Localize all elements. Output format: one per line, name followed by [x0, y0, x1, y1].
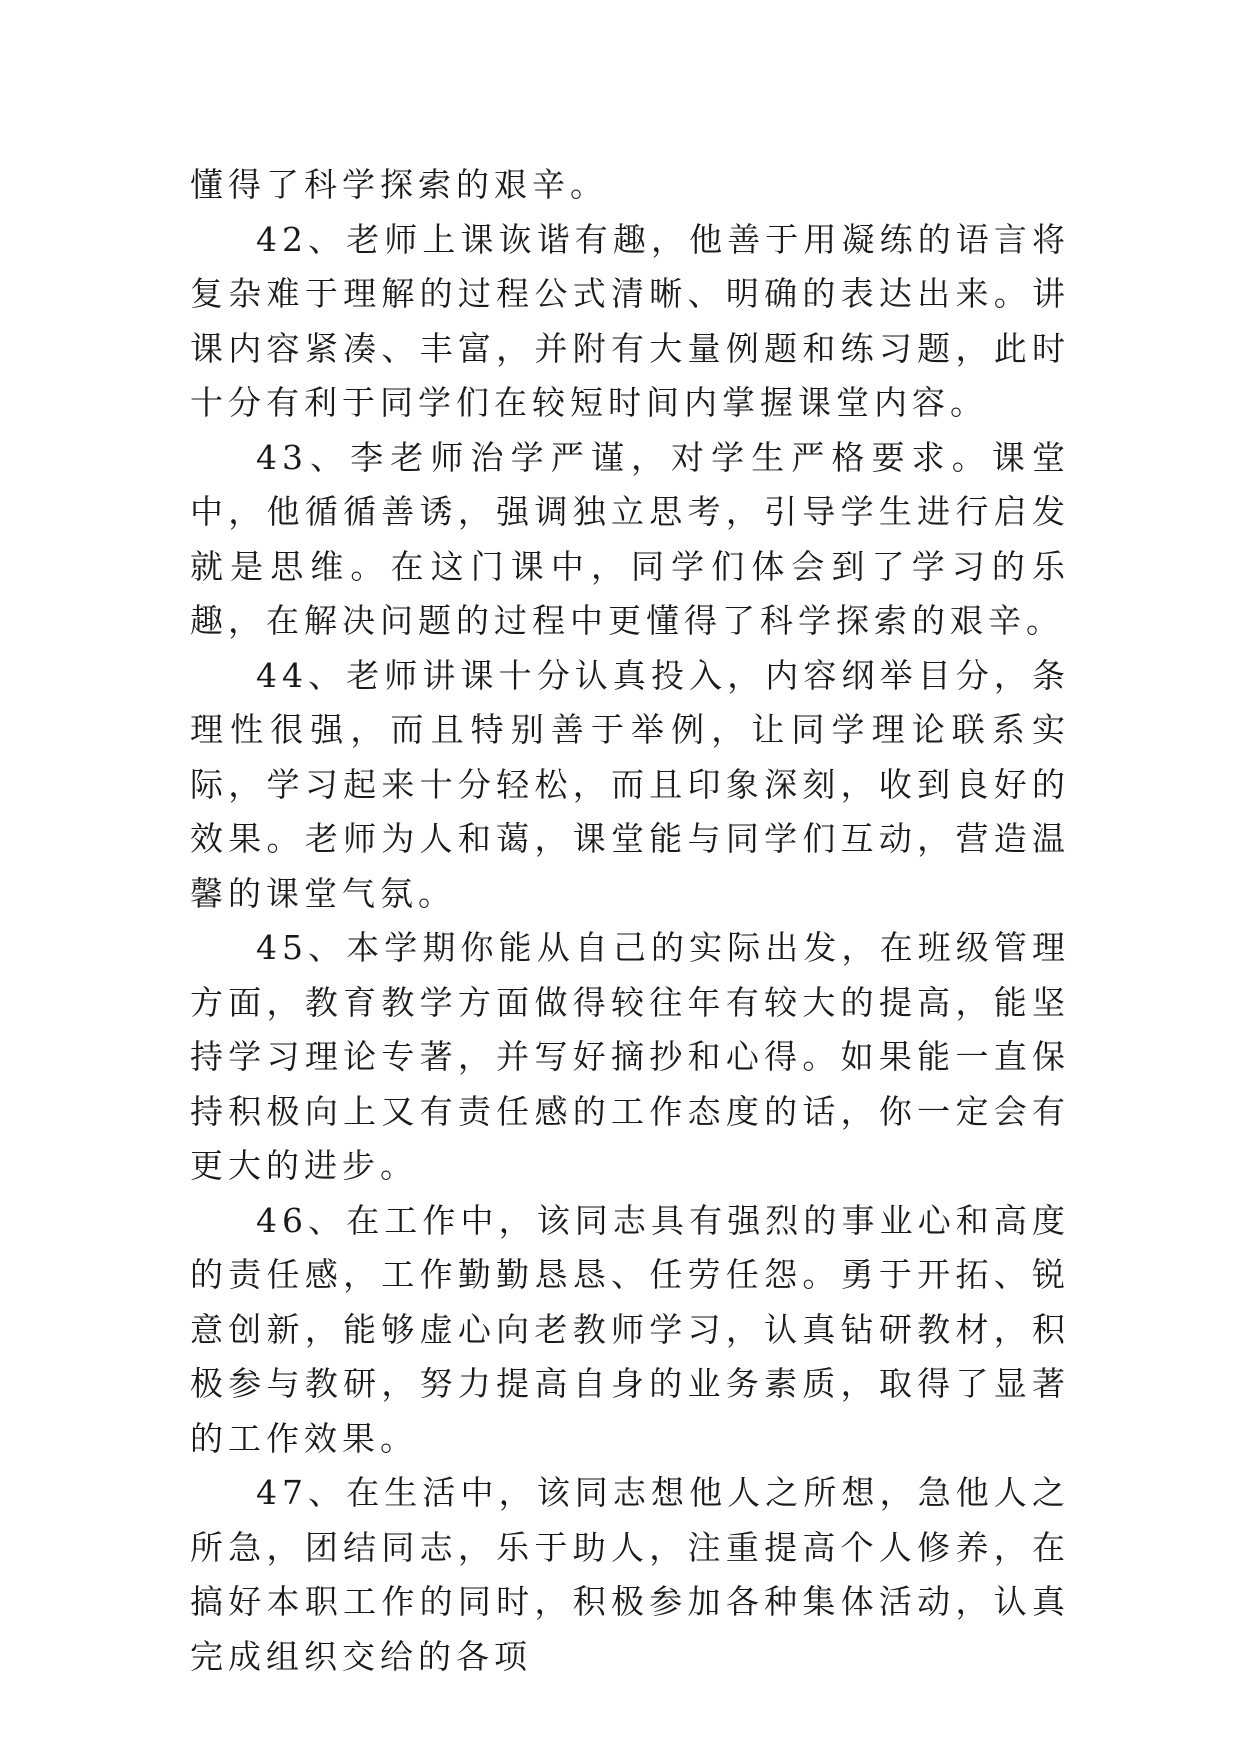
paragraph-42: 42、老师上课诙谐有趣，他善于用凝练的语言将复杂难于理解的过程公式清晰、明确的表达出来。讲课内容紧凑、丰富，并附有大量例题和练习题，此时十分有利于同学们在较短时间内掌握课堂内容。 — [190, 219, 1070, 422]
paragraph-46: 46、在工作中，该同志具有强烈的事业心和高度的责任感，工作勤勤恳恳、任劳任怨。勇于开拓、锐意创新，能够虚心向老教师学习，认真钻研教材，积极参与教研，努力提高自身的业务素质，取得了显著的工作效果。 — [190, 1200, 1070, 1458]
paragraph-continuation: 懂得了科学探索的艰辛。 — [190, 165, 608, 204]
paragraph-44: 44、老师讲课十分认真投入，内容纲举目分，条理性很强，而且特别善于举例，让同学理论联系实际，学习起来十分轻松，而且印象深刻，收到良好的效果。老师为人和蔼，课堂能与同学们互动，营造温馨的课堂气氛。 — [190, 655, 1070, 913]
paragraph-47: 47、在生活中，该同志想他人之所想，急他人之所急，团结同志，乐于助人，注重提高个人修养，在搞好本职工作的同时，积极参加各种集体活动，认真完成组织交给的各项 — [190, 1473, 1070, 1676]
paragraph-45: 45、本学期你能从自己的实际出发，在班级管理方面，教育教学方面做得较往年有较大的提高，能坚持学习理论专著，并写好摘抄和心得。如果能一直保持积极向上又有责任感的工作态度的话，你一定会有更大的进步。 — [190, 928, 1070, 1185]
document-body — [190, 158, 1070, 1684]
paragraph-43: 43、李老师治学严谨，对学生严格要求。课堂中，他循循善诱，强调独立思考，引导学生进行启发就是思维。在这门课中，同学们体会到了学习的乐趣，在解决问题的过程中更懂得了科学探索的艰辛。 — [190, 437, 1070, 640]
